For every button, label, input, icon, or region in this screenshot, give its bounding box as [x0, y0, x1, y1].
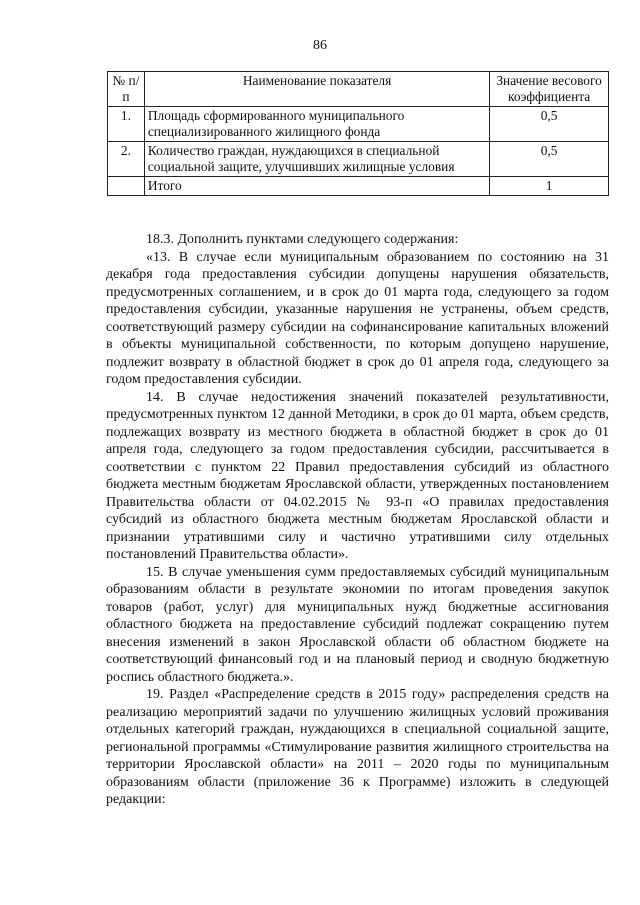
table-header-row: [108, 72, 609, 107]
row-number: [108, 177, 145, 196]
table-total-row: [108, 177, 609, 196]
paragraph-13: «13. В случае если муниципальным образованием по состоянию на 31 декабря года предоставления субсидии допущены нарушения обязательств, предусмотренных соглашением, и в срок до 01 марта года, следующего за годом предоставления субсидии, указанные нарушения не устранены, объем средств, соответствующий размеру субсидии на софинансирование капитальных вложений в объекты муниципальной собственности, по которым допущено нарушение, подлежит возврату в областной бюджет в срок до 01 апреля года, следующего за годом предоставления субсидии.: [106, 249, 609, 387]
paragraph-19: 19. Раздел «Распределение средств в 2015 году» распределения средств на реализацию мероприятий задачи по улучшению жилищных условий проживания отдельных категорий граждан, нуждающихся в специальной социальной защите, региональной программы «Стимулирование развития жилищного строительства на территории Ярославской области» на 2011 – 2020 годы по муниципальным образованиям области (приложение 36 к Программе) изложить в следующей редакции:: [106, 687, 609, 807]
page-number: 86: [313, 38, 327, 53]
paragraph-15: 15. В случае уменьшения сумм предоставляемых субсидий муниципальным образованиям области в результате экономии по итогам проведения закупок товаров (работ, услуг) для муниципальных нужд бюджетные ассигнования областного бюджета на предоставление субсидий подлежат сокращению путем внесения изменений в закон Ярославской области об областном бюджете на соответствующий финансовый год и на плановый период и сводную бюджетную роспись областного бюджета.».: [106, 564, 609, 685]
row-weight-value: 0,5: [490, 142, 609, 177]
row-indicator-name: Итого: [144, 177, 489, 196]
indicator-weights-table: [107, 71, 609, 196]
table-row: [108, 107, 609, 142]
row-number: 2.: [108, 142, 145, 177]
row-indicator-name: Количество граждан, нуждающихся в специальной социальной защите, улучшивших жилищные условия: [144, 142, 489, 177]
paragraph-14: 14. В случае недостижения значений показателей результативности, предусмотренных пунктом 12 данной Методики, в срок до 01 марта, объем средств, подлежащих возврату из местного бюджета в областной бюджет в срок до 01 апреля года, следующего за годом предоставления субсидии, рассчитывается в соответствии с пунктом 22 Правил предоставления субсидий из областного бюджета местным бюджетам Ярославской области, утвержденных постановлением Правительства области от 04.02.2015 № 93-п «О правилах предоставления субсидий из областного бюджета местным бюджетам Ярославской области и признании утратившими силу и частично утратившими силу отдельных постановлений Правительства области».: [106, 389, 609, 562]
row-indicator-name: Площадь сформированного муниципального специализированного жилищного фонда: [144, 107, 489, 142]
header-number: № п/п: [108, 72, 145, 107]
document-body: [106, 231, 609, 809]
paragraph-18-3: 18.3. Дополнить пунктами следующего содержания:: [146, 232, 459, 247]
header-indicator-name: Наименование показателя: [144, 72, 489, 107]
row-number: 1.: [108, 107, 145, 142]
table-row: [108, 142, 609, 177]
row-weight-value: 0,5: [490, 107, 609, 142]
row-weight-value: 1: [490, 177, 609, 196]
header-weight-value: Значение весового коэффициента: [490, 72, 609, 107]
